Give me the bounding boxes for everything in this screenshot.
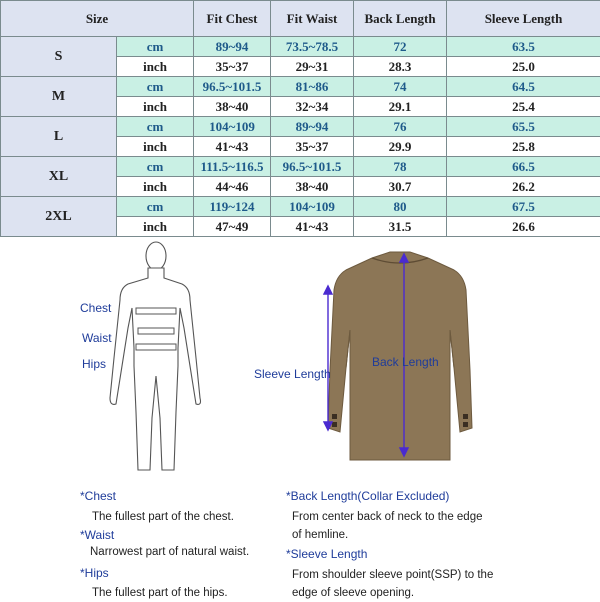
body-outline <box>110 268 201 470</box>
unit-cell: cm <box>117 197 194 217</box>
waist-cell: 81~86 <box>271 77 354 97</box>
back-length-label: Back Length <box>372 355 439 369</box>
back-def-text-1: From center back of neck to the edge <box>292 508 483 526</box>
header-fit-chest: Fit Chest <box>194 1 271 37</box>
table-header-row <box>1 1 600 37</box>
back-cell: 78 <box>354 157 447 177</box>
unit-cell: inch <box>117 97 194 117</box>
unit-cell: inch <box>117 177 194 197</box>
back-cell: 76 <box>354 117 447 137</box>
table-row <box>1 117 600 137</box>
waist-def-title: *Waist <box>80 528 114 542</box>
sleeve-cell: 66.5 <box>447 157 600 177</box>
sleeve-def-text-1: From shoulder sleeve point(SSP) to the <box>292 566 493 584</box>
sleeve-cell: 67.5 <box>447 197 600 217</box>
hips-label: Hips <box>82 357 106 371</box>
waist-cell: 35~37 <box>271 137 354 157</box>
size-chart-table <box>0 0 600 237</box>
chest-cell: 111.5~116.5 <box>194 157 271 177</box>
waist-cell: 32~34 <box>271 97 354 117</box>
waist-cell: 29~31 <box>271 57 354 77</box>
header-fit-waist: Fit Waist <box>271 1 354 37</box>
sleeve-def-text-2: edge of sleeve opening. <box>292 584 414 602</box>
sleeve-cell: 25.4 <box>447 97 600 117</box>
hips-def-text: The fullest part of the hips. <box>92 584 228 602</box>
waist-cell: 73.5~78.5 <box>271 37 354 57</box>
sleeve-length-label: Sleeve Length <box>254 367 331 381</box>
unit-cell: inch <box>117 57 194 77</box>
chest-def-text: The fullest part of the chest. <box>92 508 234 526</box>
back-def-text-2: of hemline. <box>292 526 348 544</box>
waist-def-text: Narrowest part of natural waist. <box>90 543 249 561</box>
size-cell: L <box>1 117 117 157</box>
back-cell: 74 <box>354 77 447 97</box>
hips-def-title: *Hips <box>80 566 109 580</box>
sleeve-cell: 26.2 <box>447 177 600 197</box>
table-row <box>1 37 600 57</box>
header-back-length: Back Length <box>354 1 447 37</box>
chest-cell: 89~94 <box>194 37 271 57</box>
chest-cell: 96.5~101.5 <box>194 77 271 97</box>
unit-cell: cm <box>117 37 194 57</box>
size-cell: S <box>1 37 117 77</box>
size-cell: XL <box>1 157 117 197</box>
back-cell: 72 <box>354 37 447 57</box>
unit-cell: inch <box>117 217 194 237</box>
waist-cell: 96.5~101.5 <box>271 157 354 177</box>
chest-cell: 41~43 <box>194 137 271 157</box>
waist-cell: 38~40 <box>271 177 354 197</box>
chest-cell: 38~40 <box>194 97 271 117</box>
size-cell: M <box>1 77 117 117</box>
chest-cell: 119~124 <box>194 197 271 217</box>
header-size: Size <box>1 1 194 37</box>
sleeve-cell: 65.5 <box>447 117 600 137</box>
sleeve-cell: 64.5 <box>447 77 600 97</box>
back-cell: 80 <box>354 197 447 217</box>
waist-cell: 104~109 <box>271 197 354 217</box>
chest-cell: 104~109 <box>194 117 271 137</box>
human-body-diagram <box>100 238 210 478</box>
waist-label: Waist <box>82 331 112 345</box>
waist-cell: 89~94 <box>271 117 354 137</box>
table-row <box>1 157 600 177</box>
table-row <box>1 197 600 217</box>
unit-cell: inch <box>117 137 194 157</box>
sleeve-cell: 25.8 <box>447 137 600 157</box>
unit-cell: cm <box>117 77 194 97</box>
back-cell: 29.1 <box>354 97 447 117</box>
chest-cell: 35~37 <box>194 57 271 77</box>
unit-cell: cm <box>117 117 194 137</box>
waist-cell: 41~43 <box>271 217 354 237</box>
chest-def-title: *Chest <box>80 489 116 503</box>
unit-cell: cm <box>117 157 194 177</box>
chest-label: Chest <box>80 301 111 315</box>
head-outline <box>146 242 166 270</box>
chest-cell: 44~46 <box>194 177 271 197</box>
size-cell: 2XL <box>1 197 117 237</box>
back-cell: 29.9 <box>354 137 447 157</box>
sleeve-cell: 63.5 <box>447 37 600 57</box>
back-def-title: *Back Length(Collar Excluded) <box>286 489 449 503</box>
back-cell: 28.3 <box>354 57 447 77</box>
sleeve-def-title: *Sleeve Length <box>286 547 367 561</box>
sleeve-cell: 25.0 <box>447 57 600 77</box>
chest-cell: 47~49 <box>194 217 271 237</box>
header-sleeve-length: Sleeve Length <box>447 1 600 37</box>
back-cell: 31.5 <box>354 217 447 237</box>
sleeve-cell: 26.6 <box>447 217 600 237</box>
back-cell: 30.7 <box>354 177 447 197</box>
table-row <box>1 77 600 97</box>
